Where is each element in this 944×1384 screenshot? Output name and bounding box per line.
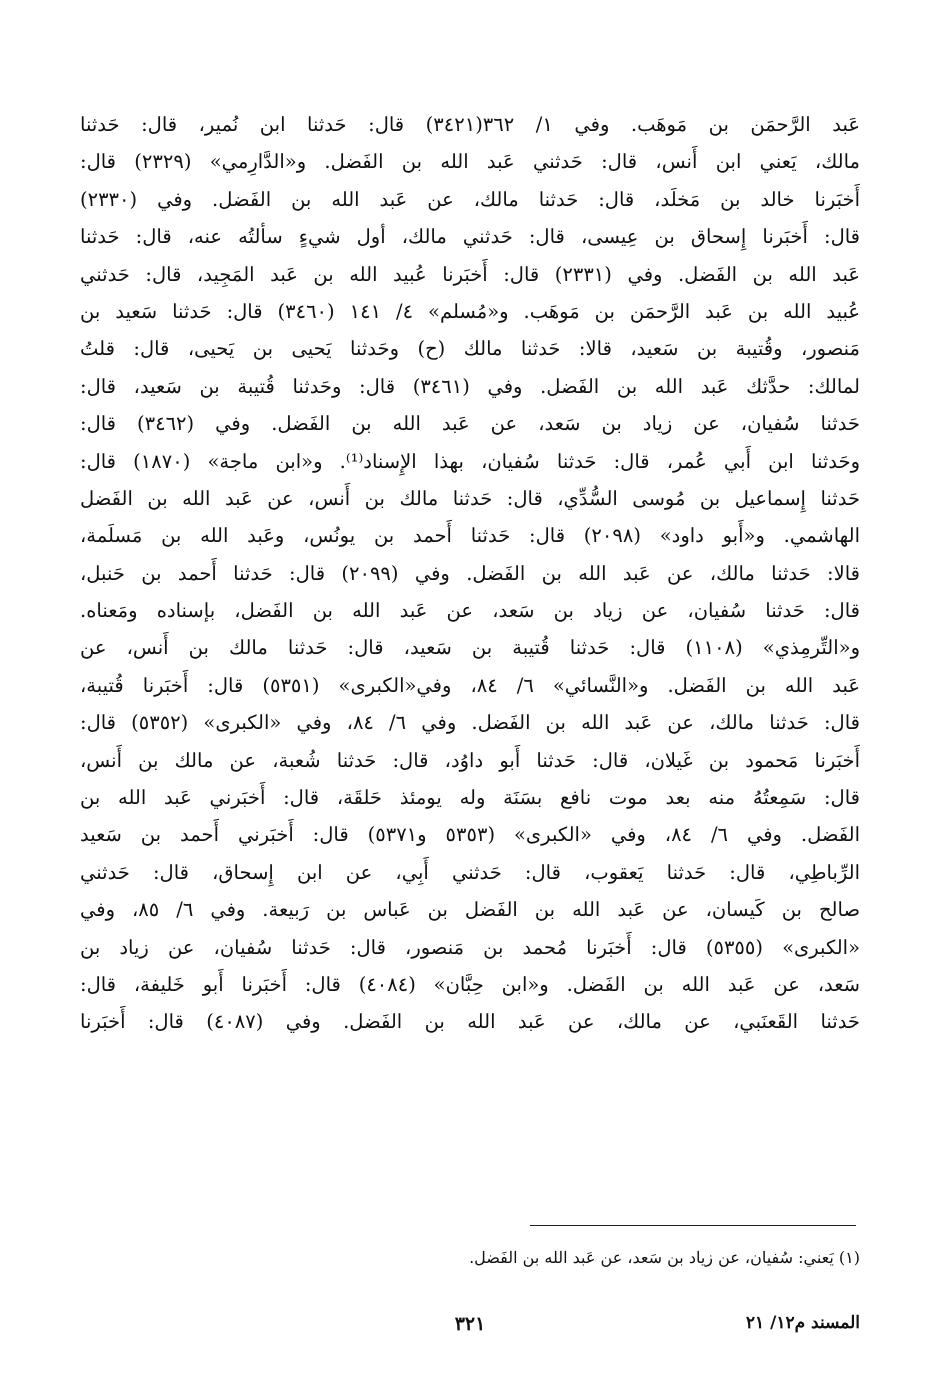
text-line: قال: سَمِعتُهُ منه بعد موت نافع بسَنَة وله يومئذ حَلقَة، قال: أَخبَرني عَبد الله بن	[80, 786, 860, 810]
text-line: قالا: حَدثنا مالك، عن عَبد الله بن الفَضل. وفي (٢٠٩٩) قال: حَدثنا أَحمد بن حَنبل،	[80, 561, 860, 585]
text-line: قال: أَخبَرنا إِسحاق بن عِيسى، قال: حَدثني مالك، أول شيءٍ سألتُه عنه، قال: حَدثنا	[80, 225, 860, 249]
text-line: حَدثنا إِسماعيل بن مُوسى السُّدِّي، قال: حَدثنا مالك بن أَنس، عن عَبد الله بن الفَضل	[80, 486, 860, 510]
text-line: مَنصور، وقُتيبة بن سَعيد، قالا: حَدثنا مالك (ح) وحَدثنا يَحيى بن يَحيى، قال: قلتُ	[80, 337, 860, 361]
text-line: قال: حَدثنا سُفيان، عن زياد بن سَعد، عن عَبد الله بن الفَضل، بإسناده ومَعناه.	[80, 599, 860, 623]
text-line: أَخبَرنا خالد بن مَخلَد، قال: حَدثنا مالك، عن عَبد الله بن الفَضل. وفي (٢٣٣٠)	[80, 187, 860, 211]
signature-mark: المسند م١٢/ ٢١	[745, 1313, 860, 1333]
text-line: «الكبرى» (٥٣٥٥) قال: أَخبَرنا مُحمد بن مَنصور، قال: حَدثنا سُفيان، عن زياد بن	[80, 935, 860, 959]
text-line: و«التِّرمِذي» (١١٠٨) قال: حَدثنا قُتيبة بن سَعيد، قال: حَدثنا مالك بن أَنس، عن	[80, 636, 860, 660]
text-line: حَدثنا سُفيان، عن زياد بن سَعد، عن عَبد الله بن الفَضل. وفي (٣٤٦٢) قال:	[80, 412, 860, 436]
text-line: وحَدثنا ابن أَبي عُمر، قال: حَدثنا سُفيان، بهذا الإِسناد⁽¹⁾. و«ابن ماجة» (١٨٧٠) قال:	[80, 449, 860, 473]
footnote: (١) يَعني: سُفيان، عن زياد بن سَعد، عن عَبد الله بن الفَضل.	[469, 1248, 860, 1267]
text-line: عَبد الله بن الفَضل. و«النَّسائي» ٦/ ٨٤، وفي«الكبرى» (٥٣٥١) قال: أَخبَرنا قُتيبة،	[80, 673, 860, 697]
page-footer	[80, 1313, 860, 1353]
text-line: لمالك: حدَّثك عَبد الله بن الفَضل. وفي (٣٤٦١) قال: وحَدثنا قُتيبة بن سَعيد، قال:	[80, 374, 860, 398]
footnote-separator	[530, 1225, 856, 1226]
text-line: قال: حَدثنا مالك، عن عَبد الله بن الفَضل. وفي ٦/ ٨٤، وفي «الكبرى» (٥٣٥٢) قال:	[80, 711, 860, 735]
text-line: عُبيد الله بن عَبد الرَّحمَن بن مَوهَب. و«مُسلم» ٤/ ١٤١ (٣٤٦٠) قال: حَدثنا سَعيد بن	[80, 299, 860, 323]
text-line: عَبد الله بن الفَضل. وفي (٢٣٣١) قال: أَخبَرنا عُبيد الله بن عَبد المَجِيد، قال: حَدثني	[80, 262, 860, 286]
text-line: صالح بن كَيسان، عن عَبد الله بن الفَضل بن عَباس بن رَبيعة. وفي ٦/ ٨٥، وفي	[80, 898, 860, 922]
text-line: حَدثنا القَعنَبي، عن مالك، عن عَبد الله بن الفَضل. وفي (٤٠٨٧) قال: أَخبَرنا	[80, 1010, 860, 1034]
text-line: الهاشمي. و«أَبو داود» (٢٠٩٨) قال: حَدثنا أَحمد بن يونُس، وعَبد الله بن مَسلَمة،	[80, 524, 860, 548]
text-line: سَعد، عن عَبد الله بن الفَضل. و«ابن حِبَّان» (٤٠٨٤) قال: أَخبَرنا أَبو خَليفة، قال:	[80, 972, 860, 996]
text-line: الفَضل. وفي ٦/ ٨٤، وفي «الكبرى» (٥٣٥٣ و٥٣٧١) قال: أَخبَرني أَحمد بن سَعيد	[80, 823, 860, 847]
page-number: ٣٢١	[454, 1313, 486, 1335]
text-line: أَخبَرنا مَحمود بن غَيلان، قال: حَدثنا أَبو داوُد، قال: حَدثنا شُعبة، عن مالك بن أَنس،	[80, 748, 860, 772]
text-line: مالك، يَعني ابن أَنس، قال: حَدثني عَبد الله بن الفَضل. و«الدَّارِمي» (٢٣٢٩) قال:	[80, 150, 860, 174]
text-line: عَبد الرَّحمَن بن مَوهَب. وفي ١/ ٣٦٢(٣٤٢١) قال: حَدثنا ابن نُمير، قال: حَدثنا	[80, 113, 860, 136]
main-text-block	[80, 106, 860, 1041]
text-line: الرِّباطِي، قال: حَدثنا يَعقوب، قال: حَدثني أَبِي، عن ابن إِسحاق، قال: حَدثني	[80, 860, 860, 884]
